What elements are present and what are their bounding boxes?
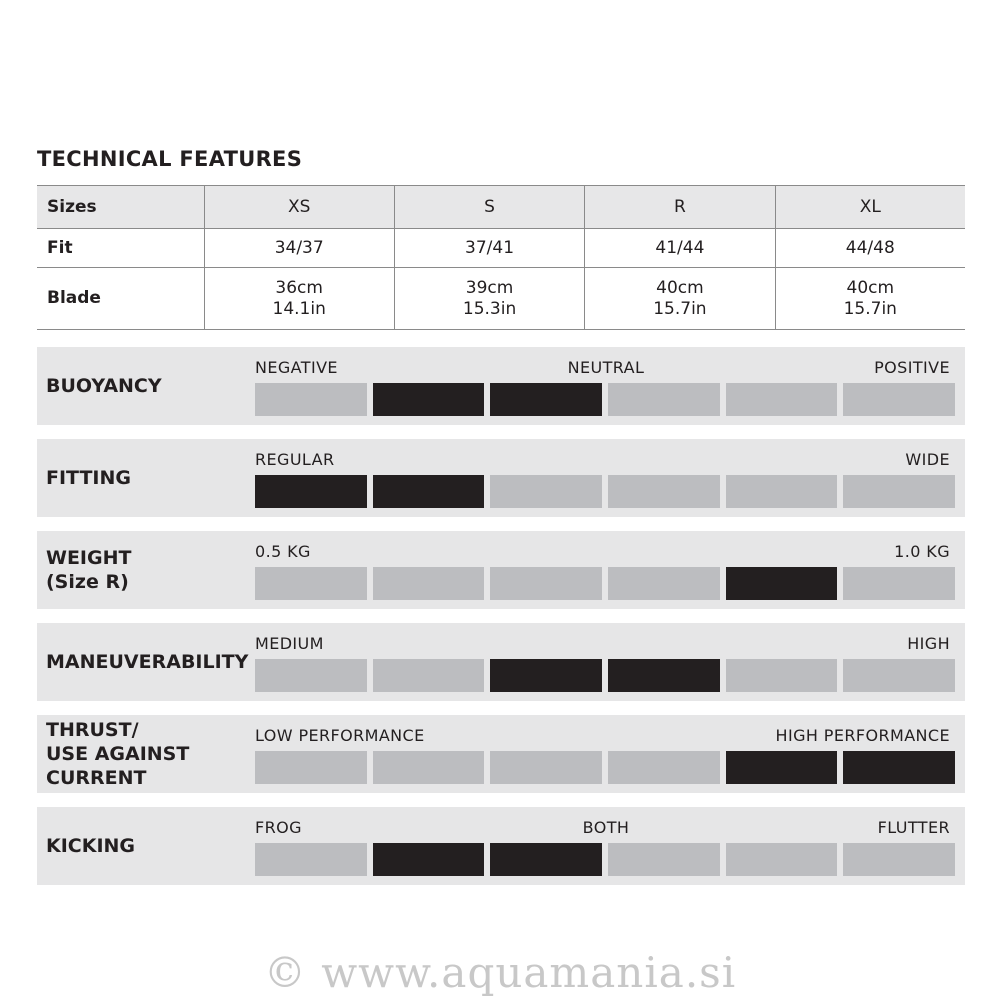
rating-segment (490, 475, 602, 508)
scale-left-label: MEDIUM (255, 634, 324, 653)
rating-segment (255, 751, 367, 784)
rating-segment (726, 383, 838, 416)
rating-segment-active (843, 751, 955, 784)
rating-segment (608, 843, 720, 876)
rating-segment (490, 751, 602, 784)
feature-panel (37, 807, 965, 885)
feature-label: KICKING (46, 835, 136, 857)
rating-segment (726, 843, 838, 876)
section-title: TECHNICAL FEATURES (37, 147, 303, 171)
scale-left-label: LOW PERFORMANCE (255, 726, 425, 745)
rating-segment (255, 659, 367, 692)
scale-mid-label: NEUTRAL (567, 358, 645, 377)
feature-label: BUOYANCY (46, 375, 162, 397)
size-xs: XS (204, 186, 394, 229)
fit-xl: 44/48 (845, 238, 895, 258)
fit-label: Fit (37, 229, 204, 268)
rating-segment (726, 659, 838, 692)
rating-segment (843, 475, 955, 508)
scale-mid-label: BOTH (582, 818, 630, 837)
rating-bar (255, 751, 955, 784)
rating-segment-active (373, 383, 485, 416)
scale-right-label: FLUTTER (877, 818, 950, 837)
scale-right-label: HIGH (907, 634, 950, 653)
blade-xl (775, 268, 965, 330)
feature-panel (37, 439, 965, 517)
feature-panel (37, 715, 965, 793)
rating-segment (255, 567, 367, 600)
feature-label: WEIGHT (Size R) (46, 547, 132, 593)
sizes-row (37, 186, 965, 229)
rating-segment-active (726, 751, 838, 784)
rating-segment (373, 659, 485, 692)
blade-r-cm: 40cm (656, 277, 704, 298)
rating-segment-active (373, 843, 485, 876)
rating-segment-active (490, 843, 602, 876)
blade-xl-cm: 40cm (846, 277, 895, 298)
scale-left-label: FROG (255, 818, 302, 837)
blade-xl-in: 15.7in (843, 298, 897, 319)
rating-segment (843, 659, 955, 692)
fit-xs: 34/37 (204, 229, 394, 268)
feature-panel (37, 623, 965, 701)
feature-panel (37, 347, 965, 425)
rating-segment (843, 843, 955, 876)
blade-s-cm: 39cm (465, 277, 514, 298)
rating-segment (373, 751, 485, 784)
scale-right-label: 1.0 KG (894, 542, 950, 561)
scale-right-label: WIDE (905, 450, 950, 469)
rating-segment-active (490, 383, 602, 416)
rating-segment (373, 567, 485, 600)
rating-segment (255, 383, 367, 416)
rating-segment (843, 383, 955, 416)
scale-left-label: NEGATIVE (255, 358, 338, 377)
rating-segment (255, 843, 367, 876)
rating-bar (255, 475, 955, 508)
sizes-label: Sizes (37, 186, 204, 229)
fit-row (37, 229, 965, 268)
blade-label: Blade (37, 268, 204, 330)
rating-segment (608, 751, 720, 784)
watermark: © www.aquamania.si (263, 948, 737, 997)
size-table (37, 185, 965, 330)
blade-xs (204, 268, 394, 330)
feature-label: FITTING (46, 467, 131, 489)
feature-label: MANEUVERABILITY (46, 651, 249, 673)
rating-segment-active (373, 475, 485, 508)
rating-segment-active (726, 567, 838, 600)
fit-r: 41/44 (585, 229, 775, 268)
blade-r-in: 15.7in (653, 298, 707, 319)
rating-segment (843, 567, 955, 600)
feature-label: THRUST/ USE AGAINST CURRENT (46, 719, 190, 789)
scale-left-label: 0.5 KG (255, 542, 311, 561)
scale-left-label: REGULAR (255, 450, 335, 469)
blade-xs-in: 14.1in (272, 298, 326, 319)
blade-r (585, 268, 775, 330)
scale-right-label: HIGH PERFORMANCE (775, 726, 950, 745)
fit-s: 37/41 (394, 229, 584, 268)
blade-row (37, 268, 965, 330)
rating-segment (608, 567, 720, 600)
size-s: S (394, 186, 584, 229)
rating-bar (255, 567, 955, 600)
blade-s-in: 15.3in (462, 298, 517, 319)
rating-bar (255, 843, 955, 876)
rating-segment (608, 383, 720, 416)
rating-segment-active (255, 475, 367, 508)
scale-right-label: POSITIVE (874, 358, 950, 377)
rating-segment (726, 475, 838, 508)
feature-panel (37, 531, 965, 609)
rating-segment-active (490, 659, 602, 692)
rating-segment-active (608, 659, 720, 692)
rating-segment (608, 475, 720, 508)
blade-xs-cm: 36cm (275, 277, 323, 298)
rating-segment (490, 567, 602, 600)
rating-bar (255, 383, 955, 416)
rating-bar (255, 659, 955, 692)
size-r: R (585, 186, 775, 229)
blade-s (394, 268, 584, 330)
size-xl: XL (859, 197, 881, 217)
